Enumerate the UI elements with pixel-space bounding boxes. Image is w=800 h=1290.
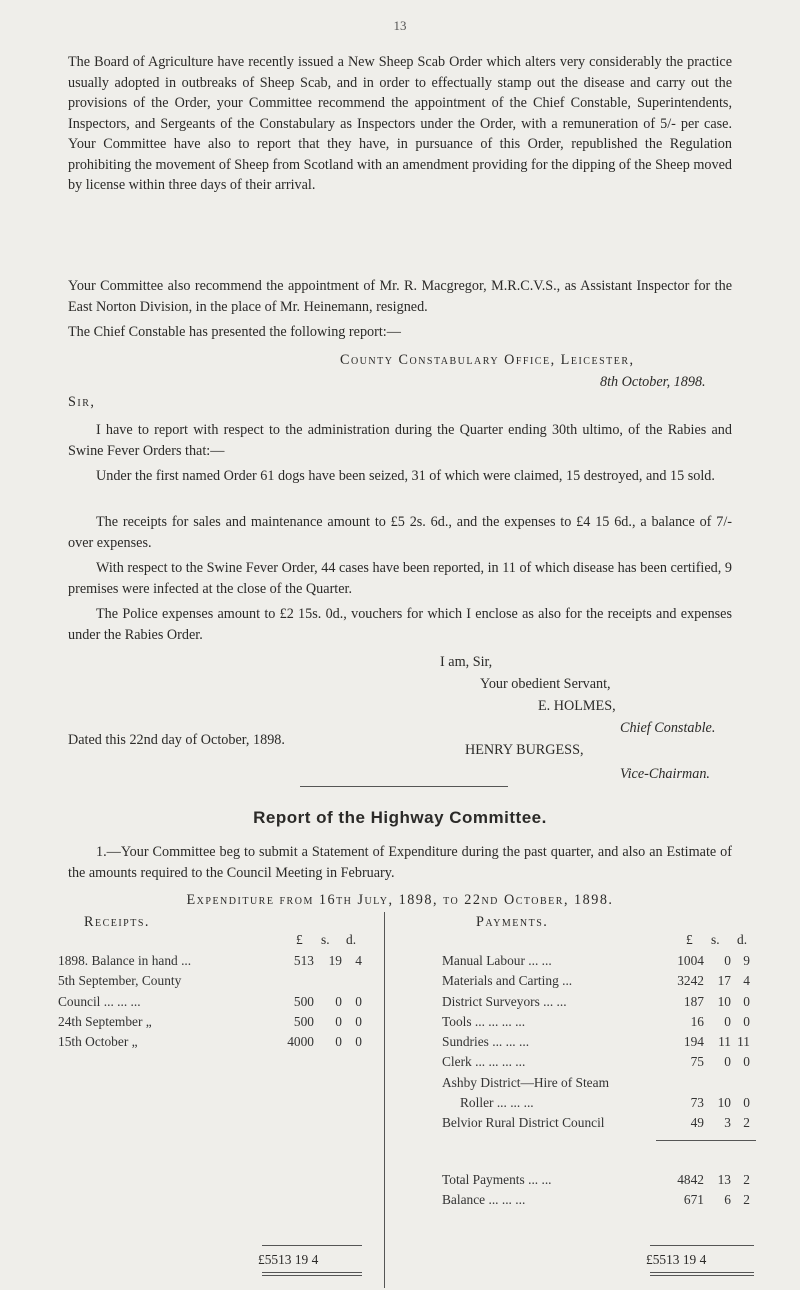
total-payments-label: Total Payments ... ... xyxy=(442,1172,552,1187)
receipt-pence: 0 xyxy=(355,1013,362,1029)
payment-pounds: 3242 xyxy=(677,973,704,989)
payment-row xyxy=(442,992,754,1012)
payments-total-rule-top xyxy=(650,1245,754,1246)
payment-label: Tools ... ... ... ... xyxy=(442,1013,526,1029)
receipt-pounds: 500 xyxy=(293,1013,314,1029)
payment-pence: 0 xyxy=(743,1013,750,1029)
payment-shillings: 10 xyxy=(717,1095,731,1111)
payment-shillings: 3 xyxy=(724,1115,731,1131)
payment-pounds: 1004 xyxy=(677,953,704,968)
balance-pence: 2 xyxy=(743,1192,750,1208)
payments-title: Payments. xyxy=(476,914,549,930)
receipt-pounds: 500 xyxy=(293,993,314,1009)
letter-para-5: The Police expenses amount to £2 15s. 0d., vouchers for which I enclose as also for the receipts and expenses under the Rabies Order. xyxy=(68,606,732,643)
payment-shillings: 10 xyxy=(717,993,731,1009)
signature-divider xyxy=(300,786,508,787)
payment-row xyxy=(442,971,754,991)
cosigner-title: Vice-Chairman. xyxy=(620,766,710,782)
receipts-rows xyxy=(58,951,368,1052)
payment-row xyxy=(442,951,754,971)
letter-closing-servant: Your obedient Servant, xyxy=(480,676,611,692)
balance-pounds: 671 xyxy=(683,1192,704,1208)
payment-row xyxy=(442,1052,754,1072)
receipt-pounds: 4000 xyxy=(287,1034,314,1050)
payment-pounds: 16 xyxy=(690,1013,704,1029)
payment-pounds: 75 xyxy=(690,1054,704,1070)
payment-pounds: 73 xyxy=(690,1095,704,1111)
signer-title: Chief Constable. xyxy=(620,720,716,736)
payment-label: Ashby District—Hire of Steam xyxy=(442,1074,609,1090)
dated-line: Dated this 22nd day of October, 1898. xyxy=(68,732,285,748)
letter-salutation: Sir, xyxy=(68,394,96,410)
payment-row xyxy=(442,1032,754,1052)
payment-pence: 0 xyxy=(743,1095,750,1111)
payment-row xyxy=(442,1093,754,1113)
receipt-label: 15th October „ xyxy=(58,1034,138,1050)
payment-pounds: 187 xyxy=(683,993,704,1009)
payment-pence: 4 xyxy=(743,973,750,989)
payments-total-rule-double xyxy=(650,1275,754,1276)
receipt-row xyxy=(58,971,368,991)
payment-shillings: 17 xyxy=(717,973,731,989)
column-divider xyxy=(384,912,385,1288)
total-payments-row xyxy=(442,1170,754,1190)
payments-subtotal-rule xyxy=(656,1140,756,1141)
letter-para-4: With respect to the Swine Fever Order, 44 cases have been reported, in 11 of which disease has been certified, 9 premises were infected at the close of the Quarter. xyxy=(68,560,732,597)
cosigner-name: HENRY BURGESS, xyxy=(465,742,584,758)
letter-para-2: Under the first named Order 61 dogs have been seized, 31 of which were claimed, 15 destroyed, and 15 sold. xyxy=(96,468,715,484)
receipts-total: £5513 19 4 xyxy=(258,1252,319,1267)
receipt-row xyxy=(58,1032,368,1052)
receipt-label: 5th September, County xyxy=(58,973,182,989)
report-intro: The Chief Constable has presented the following report:— xyxy=(68,324,401,340)
payment-label: Manual Labour ... ... xyxy=(442,953,552,968)
receipt-label: 24th September „ xyxy=(58,1013,152,1029)
signer-name: E. HOLMES, xyxy=(538,698,616,714)
receipts-total-rule-double xyxy=(262,1275,362,1276)
payment-pence: 0 xyxy=(743,993,750,1009)
receipt-row xyxy=(58,1012,368,1032)
receipts-total-rule-top xyxy=(262,1245,362,1246)
payment-pounds: 194 xyxy=(683,1034,704,1050)
payment-shillings: 0 xyxy=(724,1054,731,1070)
balance-row xyxy=(442,1190,754,1210)
payment-label: Sundries ... ... ... xyxy=(442,1034,530,1050)
payment-row xyxy=(442,1073,754,1093)
receipts-total-rule-bottom xyxy=(262,1272,362,1273)
payment-shillings: 11 xyxy=(718,1034,731,1050)
total-payments-pence: 2 xyxy=(743,1172,750,1187)
payment-label: Materials and Carting ... xyxy=(442,973,573,989)
payments-totals xyxy=(442,1170,754,1211)
payments-pounds-head: £ xyxy=(686,932,693,947)
receipt-shillings: 0 xyxy=(335,993,342,1009)
total-payments-pounds: 4842 xyxy=(677,1172,704,1187)
receipts-pounds-head: £ xyxy=(296,932,303,947)
page-number: 13 xyxy=(393,18,407,33)
highway-report-heading: Report of the Highway Committee. xyxy=(253,808,547,827)
payment-pounds: 49 xyxy=(690,1115,704,1131)
receipt-label: 1898. Balance in hand ... xyxy=(58,953,192,968)
receipts-shillings-head: s. xyxy=(321,932,330,947)
payment-shillings: 0 xyxy=(724,953,731,968)
payment-label: Belvior Rural District Council xyxy=(442,1115,605,1131)
payments-total-rule-bottom xyxy=(650,1272,754,1273)
letter-office: County Constabulary Office, Leicester, xyxy=(340,352,635,368)
receipt-pence: 0 xyxy=(355,1034,362,1050)
total-payments-shillings: 13 xyxy=(717,1172,731,1187)
receipt-shillings: 0 xyxy=(335,1034,342,1050)
receipt-shillings: 0 xyxy=(335,1013,342,1029)
receipt-label: Council ... ... ... xyxy=(58,993,141,1009)
letter-para-3: The receipts for sales and maintenance amount to £5 2s. 6d., and the expenses to £4 15 6d., a balance of 7/- over expenses. xyxy=(68,514,732,551)
letter-closing: I am, Sir, xyxy=(440,654,493,670)
balance-label: Balance ... ... ... xyxy=(442,1192,526,1208)
inspector-paragraph: Your Committee also recommend the appointment of Mr. R. Macgregor, M.R.C.V.S., as Assistant Inspector for the East Norton Division, in the place of Mr. Heinemann, resigned. xyxy=(68,278,732,315)
payment-label: Clerk ... ... ... ... xyxy=(442,1054,526,1070)
payments-pence-head: d. xyxy=(737,932,748,947)
payment-shillings: 0 xyxy=(724,1013,731,1029)
payment-pence: 9 xyxy=(743,953,750,968)
sheep-scab-paragraph: The Board of Agriculture have recently issued a New Sheep Scab Order which alters very considerably the practice usually adopted in outbreaks of Sheep Scab, and in order to effectually stamp out the disease and carry out the provisions of the Order, your Committee recommend the appointment of the Chief Constable, Superintendents, Inspectors, and Sergeants of the Constabulary as Inspectors under the Order, with a remuneration of 5/- per case. Your Committee have also to report that they have, in pursuance of this Order, republished the Regulation prohibiting the movement of Sheep from Scotland with an amendment providing for the dipping of the Sheep moved by license within three days of their arrival. xyxy=(68,54,732,193)
receipt-row xyxy=(58,992,368,1012)
payments-shillings-head: s. xyxy=(711,932,720,947)
receipt-shillings: 19 xyxy=(328,953,342,968)
payment-row xyxy=(442,1012,754,1032)
receipt-row xyxy=(58,951,368,971)
highway-intro-paragraph: 1.—Your Committee beg to submit a Statement of Expenditure during the past quarter, and also an Estimate of the amounts required to the Council Meeting in February. xyxy=(68,844,732,881)
receipt-pence: 0 xyxy=(355,993,362,1009)
payment-pence: 2 xyxy=(743,1115,750,1131)
receipt-pounds: 513 xyxy=(293,953,314,968)
payment-label: District Surveyors ... ... xyxy=(442,993,567,1009)
letter-date: 8th October, 1898. xyxy=(600,374,706,390)
receipts-pence-head: d. xyxy=(346,932,357,947)
payments-total: £5513 19 4 xyxy=(646,1252,707,1267)
payment-label: Roller ... ... ... xyxy=(460,1095,534,1111)
payments-rows xyxy=(442,951,754,1134)
letter-para-1: I have to report with respect to the administration during the Quarter ending 30th ultimo, of the Rabies and Swine Fever Orders that:— xyxy=(68,422,732,459)
statement-title: Expenditure from 16th July, 1898, to 22nd October, 1898. xyxy=(186,892,614,908)
payment-row xyxy=(442,1113,754,1133)
receipt-pence: 4 xyxy=(355,953,362,968)
balance-shillings: 6 xyxy=(724,1192,731,1208)
payment-pence: 11 xyxy=(737,1034,750,1050)
receipts-title: Receipts. xyxy=(84,914,150,930)
payment-pence: 0 xyxy=(743,1054,750,1070)
